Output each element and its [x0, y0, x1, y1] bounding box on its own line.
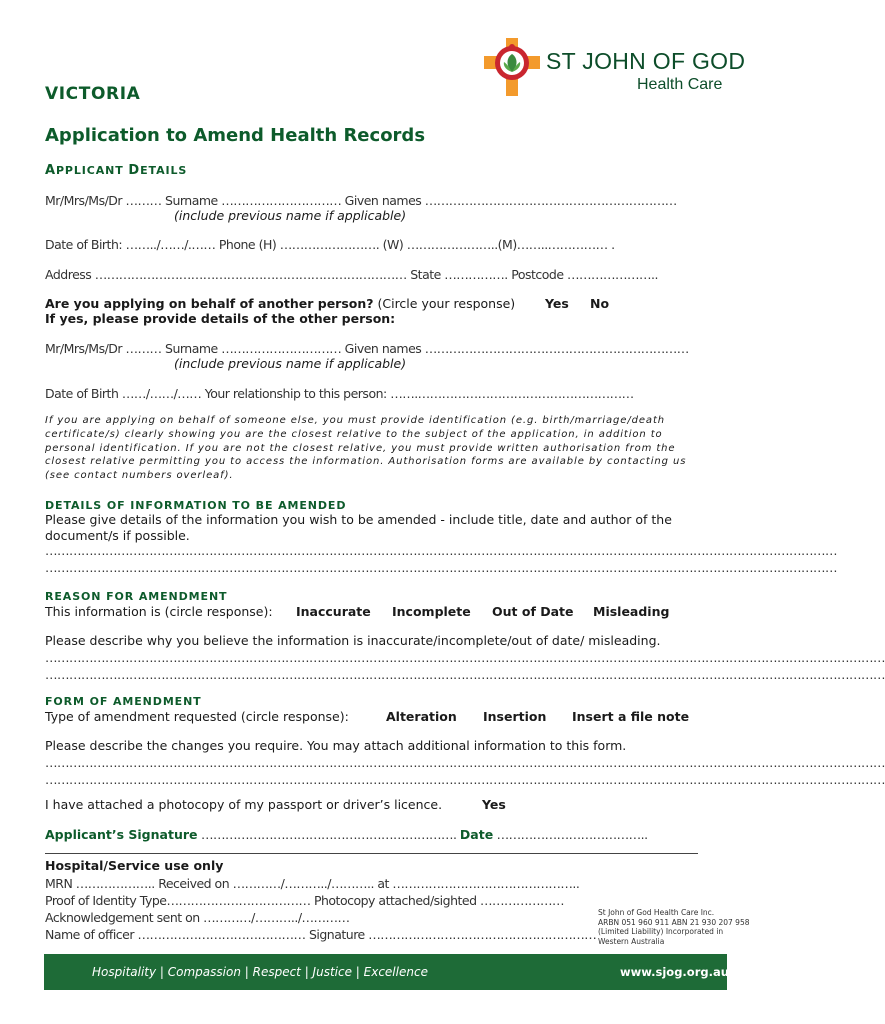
- details-text: Please give details of the information you wish to be amended - include title, date and author of the document/s if possible.: [45, 512, 672, 543]
- form-line-1[interactable]: …………………………………………………………………………………………………………………………………………………………………………………………: [45, 755, 885, 770]
- attached-yes-option[interactable]: Yes: [482, 797, 506, 812]
- reason-option-inaccurate[interactable]: Inaccurate: [296, 604, 371, 619]
- behalf-no-option[interactable]: No: [590, 296, 610, 311]
- hospital-proof-field[interactable]: Proof of Identity Type……………………………… Photocopy attached/sighted …………………: [45, 893, 565, 908]
- reason-heading: REASON FOR AMENDMENT: [45, 590, 228, 603]
- hospital-ack-field[interactable]: Acknowledgement sent on …………/………../…………: [45, 910, 350, 925]
- footer-bar: [44, 954, 727, 990]
- details-line-1[interactable]: ………………………………………………………………………………………………………………………………………………………………………………: [45, 543, 837, 558]
- reason-text: This information is (circle response):: [45, 604, 273, 619]
- behalf-question: Are you applying on behalf of another person? (Circle your response): [45, 296, 516, 311]
- applicant-name-field[interactable]: Mr/Mrs/Ms/Dr ……… Surname ………………………… Given names ………………………………………………………: [45, 193, 677, 208]
- behalf-if-yes: If yes, please provide details of the other person:: [45, 311, 396, 326]
- behalf-yes-option[interactable]: Yes: [545, 296, 569, 311]
- state-heading: VICTORIA: [45, 84, 141, 104]
- logo: [482, 36, 746, 100]
- hospital-mrn-field[interactable]: MRN ……………….. Received on …………/………../……….. at ………………………………………..: [45, 876, 580, 891]
- reason-option-out-of-date[interactable]: Out of Date: [492, 604, 574, 619]
- form-line-2[interactable]: …………………………………………………………………………………………………………………………………………………………………………………………: [45, 772, 885, 787]
- other-person-dob-field[interactable]: Date of Birth ……/……/…… Your relationship to this person: …….………………………………………………: [45, 386, 634, 401]
- details-line-2[interactable]: ………………………………………………………………………………………………………………………………………………………………………………: [45, 560, 837, 575]
- applicant-name-hint: (include previous name if applicable): [174, 208, 407, 223]
- other-person-name-hint: (include previous name if applicable): [174, 356, 407, 371]
- hospital-officer-field[interactable]: Name of officer …………………………………… Signature …………………………………………………: [45, 927, 597, 942]
- applicant-signature-field[interactable]: Applicant’s Signature ………………………………………………………. Date ………………………………..: [45, 827, 648, 842]
- form-option-alteration[interactable]: Alteration: [386, 709, 457, 724]
- reason-line-2[interactable]: …………………………………………………………………………………………………………………………………………………………………………………………: [45, 667, 885, 682]
- hospital-heading: Hospital/Service use only: [45, 858, 224, 873]
- behalf-note: If you are applying on behalf of someone else, you must provide identification (e.g. birth/marriage/death certificate/s) clearly showing you are the closest relative to the subject of the application, in addition to personal identification. If you are not the closest relative, you must provide written authorisation from the closest relative permitting you to access the information. Authorisation forms are available by contacting us (see contact numbers overleaf).: [45, 415, 687, 482]
- reason-line-1[interactable]: …………………………………………………………………………………………………………………………………………………………………………………………: [45, 650, 885, 665]
- reason-option-incomplete[interactable]: Incomplete: [392, 604, 471, 619]
- form-text: Type of amendment requested (circle response):: [45, 709, 349, 724]
- footer-values: Hospitality | Compassion | Respect | Justice | Excellence: [92, 965, 428, 979]
- form-describe: Please describe the changes you require. You may attach additional information to this form.: [45, 738, 627, 753]
- logo-cross-icon: [482, 36, 542, 98]
- form-option-insertion[interactable]: Insertion: [483, 709, 547, 724]
- details-heading: DETAILS OF INFORMATION TO BE AMENDED: [45, 499, 347, 512]
- form-option-file-note[interactable]: Insert a file note: [572, 709, 690, 724]
- reason-option-misleading[interactable]: Misleading: [593, 604, 670, 619]
- logo-name: ST JOHN OF GOD: [546, 48, 746, 74]
- form-heading: FORM OF AMENDMENT: [45, 695, 202, 708]
- signature-divider: [45, 853, 698, 854]
- legal-info: St John of God Health Care Inc. ARBN 051 960 911 ABN 21 930 207 958 (Limited Liability) Incorporated in Western Australia: [598, 908, 750, 946]
- applicant-dob-phone-field[interactable]: Date of Birth: ……../……/.…… Phone (H) ……………………. (W) …………………..(M)……..…………… .: [45, 237, 615, 252]
- other-person-name-field[interactable]: Mr/Mrs/Ms/Dr ……… Surname ………………………… Given names …………………………………………………………: [45, 341, 689, 356]
- applicant-details-heading: APPLICANT DETAILS: [45, 163, 188, 178]
- logo-subtitle: Health Care: [637, 76, 723, 93]
- applicant-address-field[interactable]: Address …………………………………………………………………… State ……………. Postcode …………………..: [45, 267, 658, 282]
- reason-describe: Please describe why you believe the information is inaccurate/incomplete/out of date/ misleading.: [45, 633, 661, 648]
- footer-url[interactable]: www.sjog.org.au: [620, 965, 729, 979]
- attached-statement: I have attached a photocopy of my passport or driver’s licence.: [45, 797, 443, 812]
- page-title: Application to Amend Health Records: [45, 125, 426, 146]
